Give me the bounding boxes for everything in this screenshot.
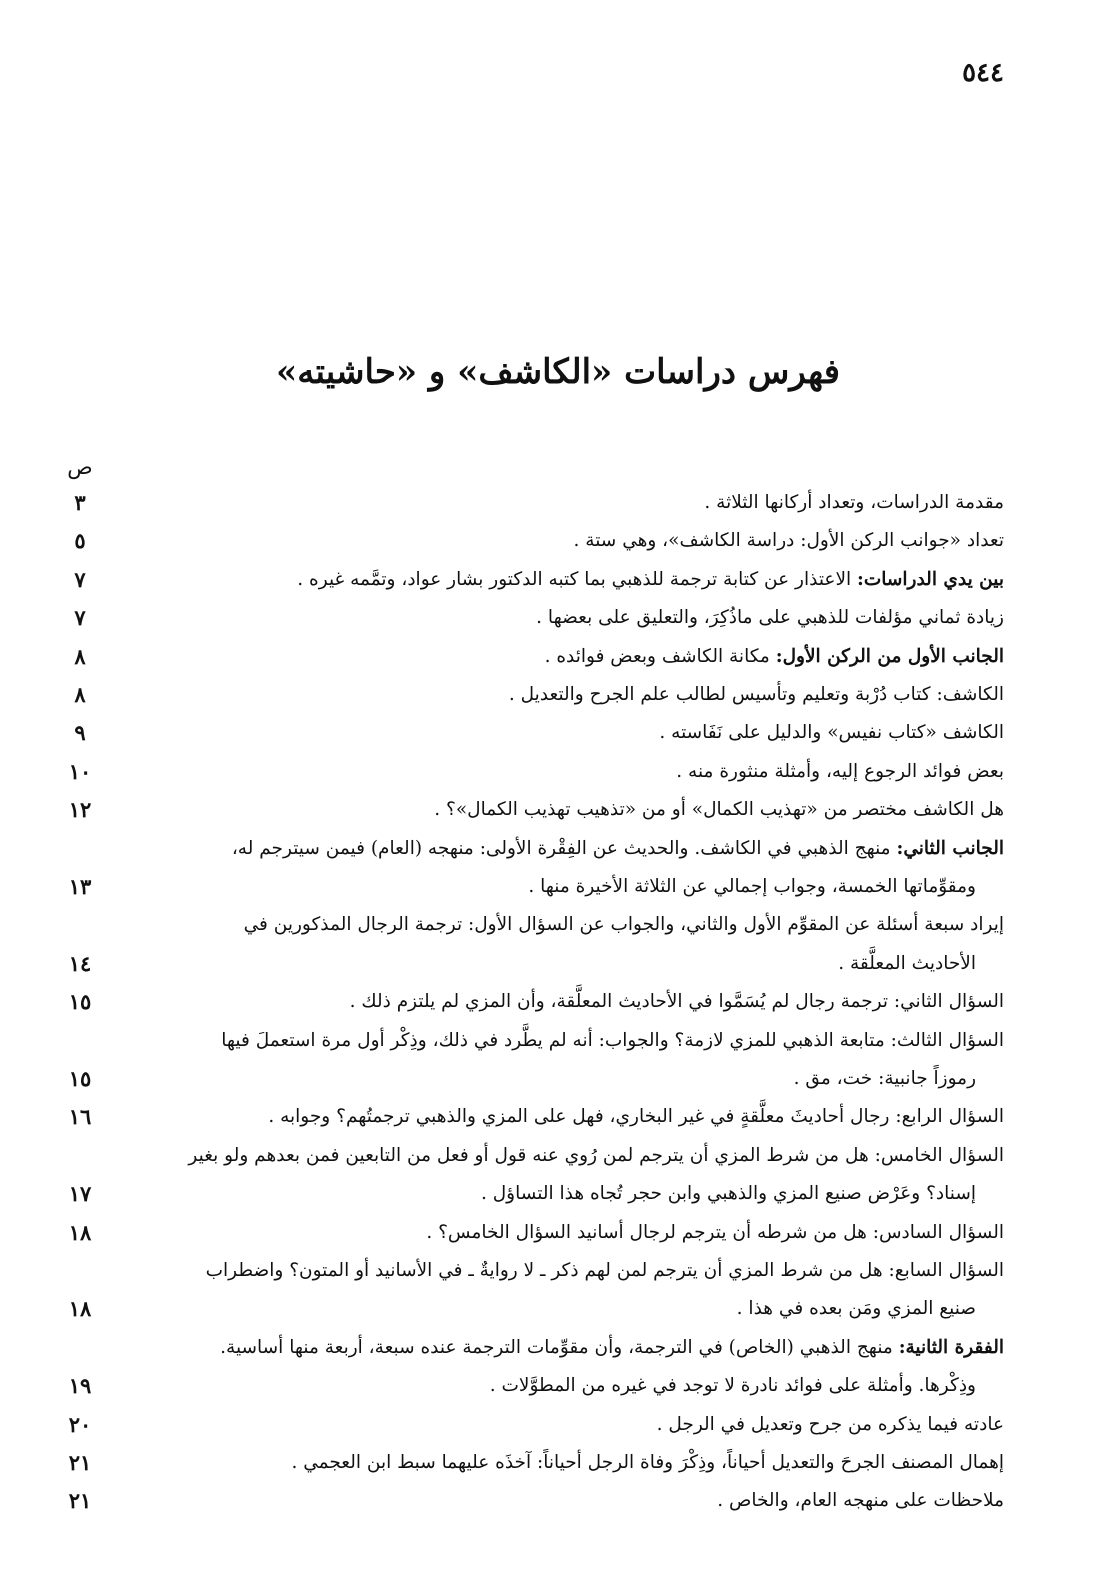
toc-entry-body: ومقوِّماتها الخمسة، وجواب إجمالي عن الثلاثة الأخيرة منها . [528, 875, 976, 897]
toc-entry-body: السؤال الخامس: هل من شرط المزي أن يترجم لمن رُوي عنه قول أو فعل من التابعين فمن بعدهم ولو بغير [188, 1144, 1004, 1166]
toc-entry-body: إيراد سبعة أسئلة عن المقوِّم الأول والثاني، والجواب عن السؤال الأول: ترجمة الرجال المذكورين في [243, 914, 1004, 936]
page-title: فهرس دراسات «الكاشف» و «حاشيته» [275, 352, 841, 392]
toc-entry-text [481, 1175, 976, 1213]
toc-entry-text [528, 868, 976, 906]
toc-entry [58, 791, 1004, 829]
toc-entry [58, 753, 1004, 791]
toc-entry-lead: الجانب الأول من الركن الأول: [775, 645, 1004, 667]
toc-entry-page-number: ٧ [74, 566, 86, 592]
toc-entry-line [58, 983, 1004, 1021]
toc-entry-text [221, 1022, 1004, 1060]
toc-entry-page-number: ١٨ [68, 1296, 92, 1322]
toc-entry-line [58, 1444, 1004, 1482]
toc-entry-text [232, 830, 1004, 868]
toc-entry-text [659, 714, 1004, 752]
toc-entry-line [58, 638, 1004, 676]
toc-entry [58, 1252, 1004, 1329]
toc-entry-page-number: ١٥ [68, 1065, 92, 1091]
toc-entry-text [838, 945, 976, 983]
toc-entry [58, 1022, 1004, 1099]
toc-entry-line [58, 830, 1004, 868]
toc-entry-line [58, 1406, 1004, 1444]
toc-entry-line [58, 906, 1004, 944]
toc-entry-line [58, 1060, 1004, 1098]
toc-entry-text [220, 1329, 1004, 1367]
toc-entry-text [536, 599, 1004, 637]
toc-entry-text [676, 753, 1004, 791]
toc-entry-page-number: ١٠ [68, 758, 92, 784]
toc-entry-body: مقدمة الدراسات، وتعداد أركانها الثلاثة . [704, 492, 1004, 513]
toc-entry-body: الكاشف «كتاب نفيس» والدليل على نَفَاسته . [659, 722, 1004, 744]
toc-entry-body: منهج الذهبي (الخاص) في الترجمة، وأن مقوِّمات الترجمة عنده سبعة، أربعة منها أساسية. [220, 1336, 899, 1358]
toc-entry-text [704, 484, 1004, 522]
toc-entry-line [58, 1098, 1004, 1136]
toc-entry-body: هل الكاشف مختصر من «تهذيب الكمال» أو من «تذهيب تهذيب الكمال»؟ . [434, 799, 1004, 821]
toc-entry [58, 1137, 1004, 1214]
toc-entry-text [434, 791, 1004, 829]
toc-entry [58, 676, 1004, 714]
toc-entry [58, 1444, 1004, 1482]
toc-entry-text [490, 1367, 976, 1405]
toc-entry-page-number: ١٤ [68, 950, 92, 976]
toc-entry-line [58, 714, 1004, 752]
toc-entry [58, 906, 1004, 983]
toc-entry-body: منهج الذهبي في الكاشف. والحديث عن الفِقْرة الأولى: منهجه (العام) فيمن سيترجم له، [231, 837, 897, 859]
toc-entry-line [58, 945, 1004, 983]
toc-entry-page-number: ١٥ [68, 989, 92, 1015]
toc-entry-page-number: ١٩ [68, 1373, 92, 1399]
toc-entry-page-number: ٢١ [68, 1450, 92, 1475]
toc-entry-line [58, 561, 1004, 599]
toc-entry [58, 1098, 1004, 1136]
toc-entry-page-number: ٥ [74, 528, 86, 554]
toc-entry-line [58, 484, 1004, 522]
toc-entry-line [58, 1175, 1004, 1213]
toc-entry-page-number: ١٨ [68, 1219, 92, 1245]
toc-entry-line [58, 1252, 1004, 1290]
toc-entry [58, 638, 1004, 676]
toc-entry-page-number: ٢١ [68, 1488, 92, 1514]
toc-entry-body: السؤال الثالث: متابعة الذهبي للمزي لازمة؟ والجواب: أنه لم يطَّرد في ذلك، وذِكْر أول مرة استعملَ فيها [221, 1029, 1004, 1051]
toc-entry-page-number: ١٧ [68, 1181, 92, 1207]
toc-entry-body: رموزاً جانبية: خت، مق . [793, 1067, 976, 1089]
toc-entry-text [717, 1482, 1004, 1520]
toc-entry-page-number: ٨ [74, 643, 86, 669]
toc-entry [58, 522, 1004, 560]
toc-entry-body: زيادة ثماني مؤلفات للذهبي على ماذُكِرَ، والتعليق على بعضها . [536, 607, 1004, 629]
toc-entry-text [737, 1290, 976, 1328]
toc-entry-page-number: ١٦ [68, 1104, 92, 1130]
toc-entry-line [58, 791, 1004, 829]
toc-entry [58, 484, 1004, 522]
toc-entry-body: السؤال الثاني: ترجمة رجال لم يُسَمَّوا في الأحاديث المعلَّقة، وأن المزي لم يلتزم ذلك . [349, 991, 1004, 1013]
toc-entry [58, 561, 1004, 599]
toc-entry [58, 1482, 1004, 1520]
toc-entry-body: السؤال السادس: هل من شرطه أن يترجم لرجال أسانيد السؤال الخامس؟ . [426, 1221, 1004, 1243]
toc-entry-page-number: ٧ [74, 605, 86, 631]
toc-entry-lead: بين يدي الدراسات: [857, 568, 1004, 590]
toc-entry-body: تعداد «جوانب الركن الأول: دراسة الكاشف»، وهي ستة . [573, 530, 1004, 552]
toc-entry-body: صنيع المزي ومَن بعده في هذا . [736, 1298, 976, 1320]
toc-entry-text [206, 1252, 1004, 1290]
toc-entry-text [794, 1060, 976, 1098]
toc-entry-page-number: ٨ [74, 682, 86, 707]
toc-entry-line [58, 1367, 1004, 1405]
toc-entry-text [297, 561, 1004, 599]
toc-entry-line [58, 599, 1004, 637]
toc-entry-text [426, 1214, 1004, 1252]
toc-entry-line [58, 1290, 1004, 1328]
toc-entry-line [58, 753, 1004, 791]
toc-entry-body: إسناد؟ وعَرْض صنيع المزي والذهبي وابن حجر تُجاه هذا التساؤل . [480, 1183, 976, 1205]
toc-entry-body: إهمال المصنف الجرحَ والتعديل أحياناً، وذِكْرَ وفاة الرجل أحياناً: آخذَه عليهما سبط ابن العجمي . [291, 1452, 1004, 1473]
toc-entry-page-number: ١٢ [68, 797, 92, 823]
toc-entry-line [58, 1022, 1004, 1060]
toc-entry [58, 830, 1004, 907]
toc-entry-lead: الجانب الثاني: [896, 837, 1004, 859]
toc-entry-body: بعض فوائد الرجوع إليه، وأمثلة منثورة منه . [676, 760, 1004, 782]
toc-entry-line [58, 1329, 1004, 1367]
toc-entry-body: الكاشف: كتاب دُرْبة وتعليم وتأسيس لطالب علم الجرح والتعديل . [508, 684, 1004, 705]
toc-entry-body: الاعتذار عن كتابة ترجمة للذهبي بما كتبه الدكتور بشار عواد، وتمَّمه غيره . [297, 568, 858, 590]
toc-entry-lead: الفقرة الثانية: [898, 1336, 1004, 1358]
toc-entry [58, 1214, 1004, 1252]
page-column-header: ص [67, 455, 93, 479]
toc-entry-text [350, 983, 1004, 1021]
toc-entry-line [58, 1482, 1004, 1520]
toc-entry-body: السؤال السابع: هل من شرط المزي أن يترجم لمن لهم ذكر ـ لا روايةٌ ـ في الأسانيد أو المتون؟ واضطراب [205, 1260, 1004, 1281]
toc-entry-text [268, 1098, 1004, 1136]
toc-entry-body: مكانة الكاشف وبعض فوائده . [544, 645, 776, 667]
toc-entry [58, 599, 1004, 637]
toc-entry-line [58, 522, 1004, 560]
page-number: ٥٤٤ [962, 58, 1004, 88]
toc-entry-body: ملاحظات على منهجه العام، والخاص . [717, 1490, 1004, 1512]
toc-entry-text [657, 1406, 1004, 1444]
toc-entry-line [58, 868, 1004, 906]
toc-entry-text [574, 522, 1004, 560]
toc-entry-body: عادته فيما يذكره من جرح وتعديل في الرجل . [656, 1413, 1004, 1435]
toc-entry-text [244, 906, 1004, 944]
toc-entry-page-number: ١٣ [68, 873, 92, 899]
toc-entry-text [545, 638, 1004, 676]
toc-entry [58, 983, 1004, 1021]
toc-entry-body: الأحاديث المعلَّقة . [838, 952, 976, 974]
toc-entry-text [291, 1444, 1004, 1482]
toc-entry-line [58, 1137, 1004, 1175]
toc-entry-text [188, 1137, 1004, 1175]
toc-entry-text [509, 676, 1004, 714]
toc-entry [58, 1406, 1004, 1444]
toc-entry [58, 714, 1004, 752]
toc-entry-line [58, 1214, 1004, 1252]
toc-entry-body: السؤال الرابع: رجال أحاديثَ معلَّقةٍ في غير البخاري، فهل على المزي والذهبي ترجمتُهم؟ وجوابه . [268, 1106, 1004, 1128]
toc-entry [58, 1329, 1004, 1406]
toc-entry-line [58, 676, 1004, 714]
toc-entry-body: وذِكْرها. وأمثلة على فوائد نادرة لا توجد في غيره من المطوَّلات . [489, 1375, 976, 1397]
toc-entry-page-number: ٩ [74, 720, 86, 746]
toc-entry-page-number: ٢٠ [68, 1411, 92, 1437]
toc-entry-page-number: ٣ [74, 490, 86, 515]
